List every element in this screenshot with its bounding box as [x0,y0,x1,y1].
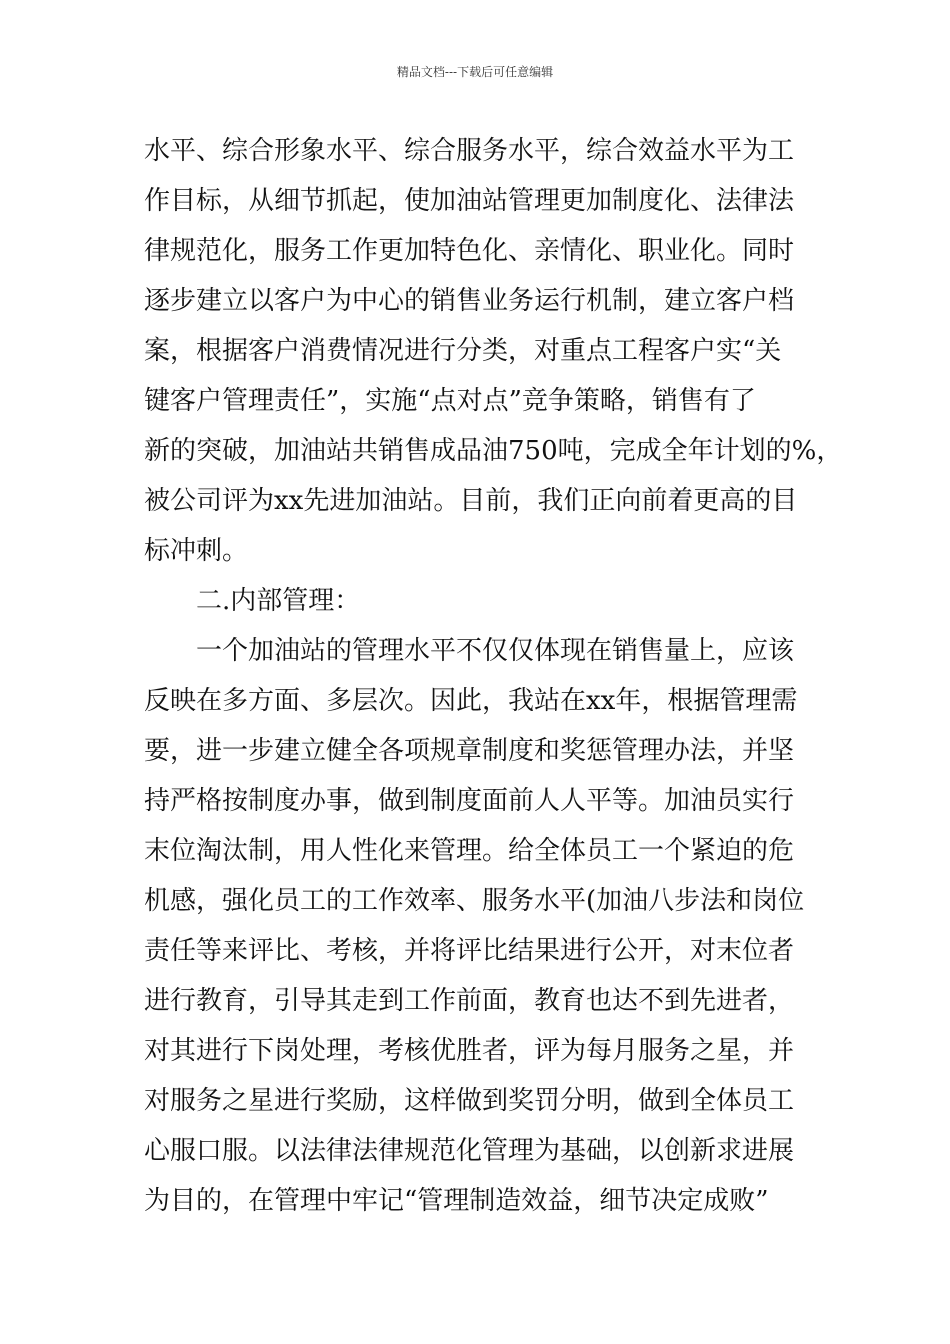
section-heading: 二.内部管理： [196,586,361,616]
paragraph-line: 逐步建立以客户为中心的销售业务运行机制，建立客户档 [144,286,795,316]
paragraph-line: 心服口服。以法律法律规范化管理为基础，以创新求进展 [144,1136,795,1166]
paragraph-line: 责任等来评比、考核，并将评比结果进行公开，对末位者 [144,936,795,966]
paragraph-line: 要，进一步建立健全各项规章制度和奖惩管理办法，并坚 [144,736,795,766]
paragraph-line: 水平、综合形象水平、综合服务水平，综合效益水平为工 [144,136,795,166]
paragraph-line: 被公司评为xx先进加油站。目前，我们正向前着更高的目 [144,486,798,516]
paragraph-line: 案，根据客户消费情况进行分类，对重点工程客户实“关 [144,336,782,366]
paragraph-line: 机感，强化员工的工作效率、服务水平(加油八步法和岗位 [144,886,805,916]
paragraph-line: 反映在多方面、多层次。因此，我站在xx年，根据管理需 [144,686,798,716]
paragraph-line: 一个加油站的管理水平不仅仅体现在销售量上，应该 [196,636,795,666]
paragraph-line: 持严格按制度办事，做到制度面前人人平等。加油员实行 [144,786,795,816]
page-header: 精品文档---下载后可任意编辑 [396,65,554,79]
paragraph-line: 新的突破，加油站共销售成品油750吨，完成全年计划的%， [144,436,843,466]
paragraph-line: 作目标，从细节抓起，使加油站管理更加制度化、法律法 [144,186,795,216]
paragraph-line: 对服务之星进行奖励，这样做到奖罚分明，做到全体员工 [144,1086,795,1116]
paragraph-line: 键客户管理责任”，实施“点对点”竞争策略，销售有了 [144,386,756,416]
paragraph-line: 进行教育，引导其走到工作前面，教育也达不到先进者， [144,986,795,1016]
paragraph-line: 对其进行下岗处理，考核优胜者，评为每月服务之星，并 [144,1036,795,1066]
paragraph-line: 末位淘汰制，用人性化来管理。给全体员工一个紧迫的危 [144,836,795,866]
document-body [144,126,843,1226]
paragraph-line: 标冲刺。 [144,536,249,566]
paragraph-line: 律规范化，服务工作更加特色化、亲情化、职业化。同时 [144,236,795,266]
paragraph-line: 为目的，在管理中牢记“管理制造效益，细节决定成败” [144,1186,769,1216]
